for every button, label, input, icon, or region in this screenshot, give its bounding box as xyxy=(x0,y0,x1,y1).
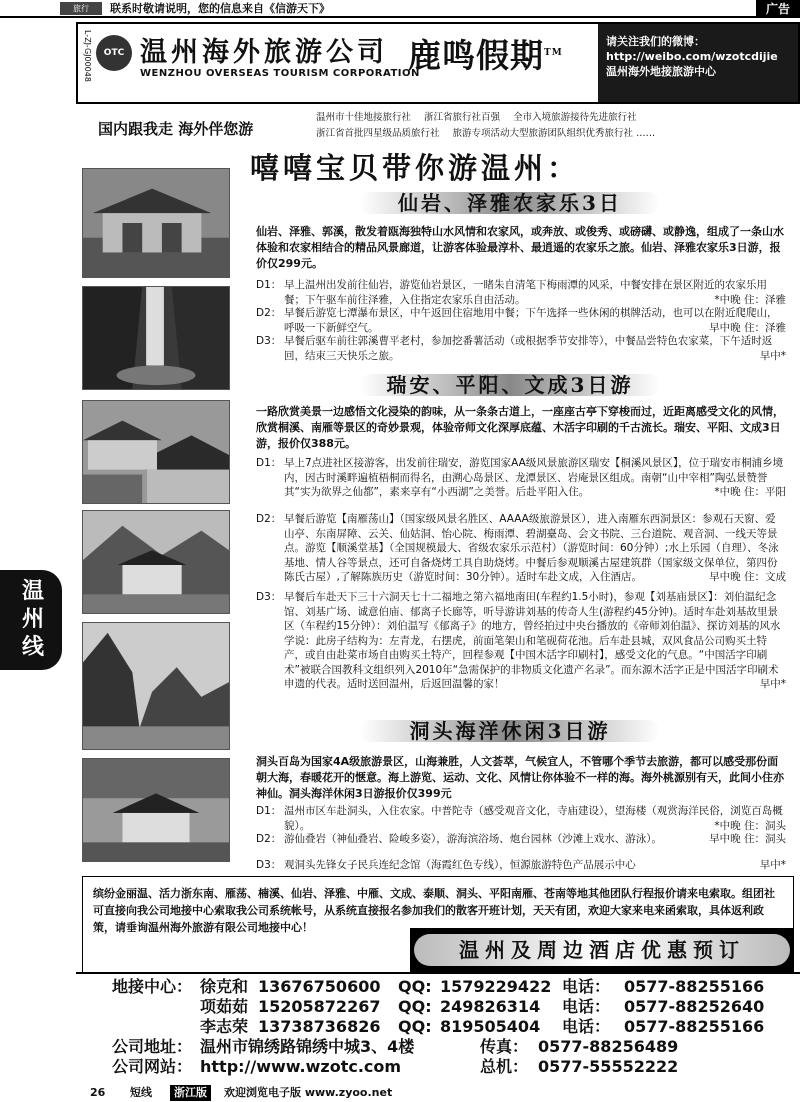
honor-item: 旅游专项活动大型旅游团队组织优秀旅行社 …… xyxy=(452,128,656,139)
weibo-link[interactable]: http://weibo.com/wzotcdijie xyxy=(606,50,778,63)
publication-logo: 旅行 xyxy=(60,2,102,15)
contact-mobile: 15205872267 xyxy=(258,997,381,1016)
contact-row xyxy=(76,978,800,996)
contact-qq: 1579229422 xyxy=(440,977,552,996)
route-banner-1 xyxy=(360,188,660,218)
contact-block xyxy=(76,972,800,1082)
honor-item: 浙江省首批四星级品质旅行社 xyxy=(316,128,440,139)
section-label: 短线 xyxy=(130,1086,152,1099)
address-row xyxy=(76,1038,800,1056)
side-tab-wenzhou-line xyxy=(0,570,62,670)
route-day xyxy=(256,334,786,363)
honors-list xyxy=(316,110,796,142)
day-stay: 早中* xyxy=(759,859,786,871)
web-label: 公司网站： xyxy=(112,1057,193,1076)
day-stay: *中晚 住：洞头 xyxy=(714,819,786,832)
route-title: 洞头海洋休闲3日游 xyxy=(409,719,611,743)
contact-mobile: 13676750600 xyxy=(258,977,381,996)
contact-row xyxy=(76,998,800,1016)
fax-label: 传真： xyxy=(480,1037,529,1056)
contact-name: 李志荣 xyxy=(200,1017,249,1036)
day-text: 早餐后车赴天下三十六洞天七十二福地之第六福地南田(车程约1.5小时)，参观【刘基庙景区】：刘伯温纪念馆、刘基广场、诚意伯庙、郁离子长廊等，听导游讲刘基的传奇人生(游程约45分钟)。适时车赴刘基故里景区（车程约15分钟）：刘伯温写《郁离子》的地方，曾经拍过中央台播放的《帝师刘伯温》、探访刘基的风水学说：此房子结构为：左青龙，右摆虎，前面笔架山和笔砚荷花池。后车赴县城，双风食品公司购买土特产，或自由赴菜市场自由购买土特产，回程参观【中国木活字印刷村】，感受文化的气息。“中国活字印刷术”被联合国教科文组织列入2010年“急需保护的非物质文化遗产名录”。而东源木活字正是中国活字印刷术申遗的代表。适时送回温州，后返回温馨的家！ xyxy=(284,591,781,690)
route-title: 仙岩、泽雅农家乐3日 xyxy=(398,191,622,215)
photo-farmhouse xyxy=(82,168,230,278)
center-label: 地接中心： xyxy=(112,977,193,996)
hotel-banner-text: 温州及周边酒店优惠预订 xyxy=(414,934,790,966)
day-label: D3： xyxy=(256,335,282,347)
route-day xyxy=(256,306,786,335)
day-text: 早餐后游览七潭瀑布景区，中午返回住宿地用中餐；下午选择一些休闲的棋牌活动，也可以在附近爬爬山，呼吸一下新鲜空气。 xyxy=(284,307,778,334)
edition-badge: 浙江版 xyxy=(170,1085,211,1101)
day-stay: *中晚 住：平阳 xyxy=(714,486,786,498)
tel-label: 电话： xyxy=(562,1017,611,1036)
qq-label: QQ: xyxy=(398,1017,432,1036)
holiday-brand xyxy=(408,30,563,77)
main-title: 嘻嘻宝贝带你游温州： xyxy=(250,151,581,185)
page-footer xyxy=(0,1084,800,1102)
photo-ancient-village xyxy=(82,400,230,504)
address-label: 公司地址： xyxy=(112,1037,193,1056)
photo-coastal-rocks xyxy=(82,622,230,750)
day-label: D1： xyxy=(256,279,282,291)
route-banner-3 xyxy=(360,716,660,746)
honor-item: 浙江省旅行社百强 xyxy=(424,112,501,123)
route-day xyxy=(256,456,786,500)
route-intro: 仙岩、泽雅、郭溪，散发着瓯海独特山水风情和农家风，或奔放、或俊秀、或磅礴、或静逸，组成了一条山水体验和农家相结合的精品风景廊道，让游客体验最淳朴、最逍遥的农家乐之旅。仙岩、泽雅农家乐3日游，报价仅299元。 xyxy=(256,225,784,270)
company-main-line: 0577-55552222 xyxy=(538,1057,679,1076)
weibo-account: 温州海外地接旅游中心 xyxy=(606,65,716,78)
day-stay: 早中晚 住：洞头 xyxy=(709,833,786,845)
day-stay: 早中晚 住：文成 xyxy=(709,571,786,583)
day-text: 早上7点进社区接游客，出发前往瑞安，游览国家AA级风景旅游区瑞安【桐溪风景区】，位于瑞安市桐浦乡境内，因古时溪畔遍植梧桐而得名，由溯心岛景区、龙潭景区、岩庵景区组成。南朝“山中宰相”陶弘景赞誉其“实为欲界之仙都”，素来享有“小西湖”之美誉。后赴平阳入住。 xyxy=(284,457,784,498)
holiday-brand-text: 鹿鸣假期 xyxy=(408,36,544,75)
more-info-text: 缤纷金丽温、活力浙东南、雁荡、楠溪、仙岩、泽雅、中雁、文成、泰顺、洞头、平阳南雁、苍南等地其他团队行程报价请来电索取。组团社可直接向我公司地接中心索取我公司系统帐号，从系统直接报名参加我们的散客开班计划，天天有团，欢迎大家来电来函索取，具体返利政策，请垂询温州海外旅游有限公司地接中心！ xyxy=(93,887,775,934)
contact-tel: 0577-88255166 xyxy=(624,977,765,996)
contact-tel: 0577-88255166 xyxy=(624,1017,765,1036)
contact-tel: 0577-88252640 xyxy=(624,997,765,1016)
day-label: D2： xyxy=(256,833,282,845)
day-label: D2： xyxy=(256,307,282,319)
day-label: D2： xyxy=(256,513,282,525)
company-address: 温州市锦绣路锦绣中城3、4楼 xyxy=(200,1037,415,1056)
photo-mountain-temple xyxy=(82,510,230,614)
contact-row xyxy=(76,1018,800,1036)
day-stay: 早中晚 住：泽雅 xyxy=(709,321,786,334)
tel-label: 电话： xyxy=(562,997,611,1016)
contact-name: 项茹茹 xyxy=(200,997,249,1016)
day-text: 早餐后游览【南雁荡山】（国家级风景名胜区、AAAA级旅游景区），进入南雁东西洞景区：参观石天窗、爱山亭、东南屏障、云关、仙姑洞、怡心院、梅雨潭、碧湖臺岛、会文书院、三台道院、观音洞、一线天等景点。游览【顺溪堂基】（全国规模最大、省级农家乐示范村）（游览时间：60分钟）;水上乐园（自理）、冬泳基地、情人谷等景点，还可自备烧烤工具自助烧烤。中餐后参观顺溪古屋建筑群（国家级文保单位，第四份陈氏古屋）,了解陈族历史（游览时间：30分钟）。适时车赴文成，入住酒店。 xyxy=(284,513,779,583)
contact-name: 徐克和 xyxy=(200,977,249,996)
route-day xyxy=(256,278,786,307)
weibo-prompt: 请关注我们的微博： xyxy=(606,35,705,48)
main-line-label: 总机： xyxy=(480,1057,529,1076)
qq-label: QQ: xyxy=(398,997,432,1016)
route-title: 瑞安、平阳、文成3日游 xyxy=(386,373,634,397)
route-banner-2 xyxy=(360,370,660,400)
qq-label: QQ: xyxy=(398,977,432,996)
company-website[interactable]: http://www.wzotc.com xyxy=(200,1057,402,1076)
honor-item: 温州市十佳地接旅行社 xyxy=(316,112,412,123)
photo-seaside-temple xyxy=(82,758,230,862)
company-name-en: WENZHOU OVERSEAS TOURISM CORPORATION xyxy=(140,68,420,79)
company-fax: 0577-88256489 xyxy=(538,1037,679,1056)
day-label: D3： xyxy=(256,591,282,603)
contact-qq: 819505404 xyxy=(440,1017,541,1036)
route-day xyxy=(256,858,786,873)
day-stay: *中晚 住：泽雅 xyxy=(714,293,786,306)
source-notice: 联系时敬请说明，您的信息来自《信游天下》 xyxy=(110,2,330,15)
tel-label: 电话： xyxy=(562,977,611,996)
slogan: 国内跟我走 海外伴您游 xyxy=(98,120,254,138)
license-code: L-ZJ-GJ00048 xyxy=(83,30,92,82)
day-text: 早上温州出发前往仙岩，游览仙岩景区，一睹朱自清笔下梅雨潭的风采，中餐安排在景区附近的农家乐用餐；下午驱车前往泽雅，入住指定农家乐自由活动。 xyxy=(284,279,767,306)
company-name-cn: 温州海外旅游公司 xyxy=(140,37,388,68)
route-day xyxy=(256,590,786,692)
day-label: D3： xyxy=(256,859,282,871)
day-label: D1： xyxy=(256,457,282,469)
trademark: TM xyxy=(544,48,563,58)
route-intro: 洞头百岛为国家4A级旅游景区，山海兼胜，人文荟萃，气候宜人，不管哪个季节去旅游，都可以感受那份面朝大海，春暖花开的惬意。海上游览、运动、文化、风情让你体验不一样的海。海外桃源别有天，此间小住亦神仙。洞头海洋休闲3日游报价仅399元 xyxy=(256,755,784,800)
weibo-box xyxy=(598,24,798,102)
route-day xyxy=(256,832,786,847)
day-text: 观洞头先锋女子民兵连纪念馆（海霞红色专线），恒源旅游特色产品展示中心 xyxy=(284,859,636,871)
day-stay: 早中* xyxy=(759,678,786,690)
page-number: 26 xyxy=(90,1086,106,1099)
photo-waterfall xyxy=(82,286,230,390)
honor-item: 全市入境旅游接待先进旅行社 xyxy=(513,112,637,123)
ebook-link[interactable]: 欢迎浏览电子版 www.zyoo.net xyxy=(224,1086,393,1099)
ad-tag: 广告 xyxy=(756,0,800,18)
otc-logo: OTC xyxy=(96,35,132,71)
contact-qq: 249826314 xyxy=(440,997,541,1016)
route-day xyxy=(256,804,786,833)
day-text: 早餐后驱车前往郭溪曹平老村，参加挖番薯活动（或根据季节安排等），中餐品尝特色农家菜，下午适时返回，结束三天快乐之旅。 xyxy=(284,335,773,362)
route-intro: 一路欣赏美景一边感悟文化浸染的韵味，从一条条古道上，一座座古亭下穿梭而过，近距离感受文化的风情，欣赏桐溪、南雁等景区的奇妙景观，体验帝师文化深厚底蕴、木活字印刷的千古流长。瑞安、平阳、文成3日游，报价仅388元。 xyxy=(256,405,784,450)
day-label: D1： xyxy=(256,805,282,817)
hotel-banner xyxy=(410,928,794,972)
day-stay: 早中* xyxy=(759,349,786,362)
day-text: 游仙叠岩（神仙叠岩、险峻多姿），游海滨浴场、炮台园林（沙滩上戏水、游泳）。 xyxy=(284,833,662,845)
route-day xyxy=(256,512,786,585)
top-bar xyxy=(0,0,800,18)
web-row xyxy=(76,1058,800,1076)
slogan-row xyxy=(76,108,800,144)
side-tab-label: 温州线 xyxy=(22,579,45,660)
day-text: 温州市区车赴洞头，入住农家。中普陀寺（感受观音文化，寺庙建设），望海楼（观赏海洋民俗，浏览百岛概貌）。 xyxy=(284,805,783,832)
contact-mobile: 13738736826 xyxy=(258,1017,381,1036)
